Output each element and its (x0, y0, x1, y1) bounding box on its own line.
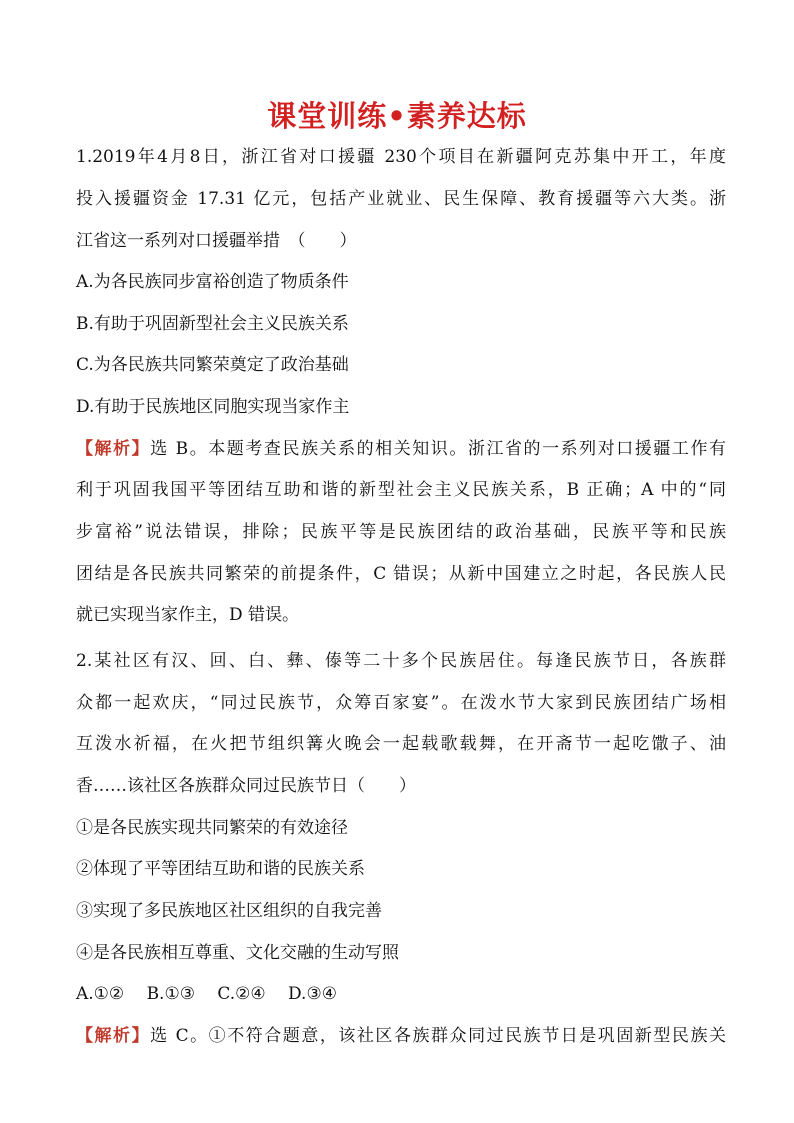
analysis1-text: 选 B。本题考查民族关系的相关知识。浙江省的一系列对口援疆工作有 (150, 439, 726, 459)
analysis1-line-5: 就已实现当家作主，D 错误。 (76, 605, 300, 625)
analysis2-text: 选 C。①不符合题意，该社区各族群众同过民族节日是巩固新型民族关 (150, 1026, 726, 1046)
q2-item-2: ②体现了平等团结互助和谐的民族关系 (76, 859, 365, 879)
q1-option-d: D.有助于民族地区同胞实现当家作主 (76, 397, 350, 417)
q1-option-b: B.有助于巩固新型社会主义民族关系 (76, 314, 349, 334)
q2-item-3: ③实现了多民族地区社区组织的自我完善 (76, 901, 382, 921)
analysis2-line-1 (76, 1025, 726, 1047)
q2-choices: A.①② B.①③ C.②④ D.③④ (76, 984, 337, 1004)
q1-stem-line-2: 投入援疆资金 17.31 亿元，包括产业就业、民生保障、教育援疆等六大类。浙 (76, 189, 726, 209)
analysis-tag: 【解析】 (76, 1026, 151, 1046)
q2-stem-line-4: 香……该社区各族群众同过民族节日（ ） (76, 776, 416, 796)
q1-option-a: A.为各民族同步富裕创造了物质条件 (76, 272, 349, 292)
analysis1-line-4: 团结是各民族共同繁荣的前提条件，C 错误；从新中国建立之时起，各民族人民 (76, 564, 726, 584)
page-title: 课堂训练•素养达标 (267, 99, 527, 133)
q2-item-4: ④是各民族相互尊重、文化交融的生动写照 (76, 943, 399, 963)
q1-stem-line-3: 江省这一系列对口援疆举措 （ ） (76, 231, 357, 251)
q1-option-c: C.为各民族共同繁荣奠定了政治基础 (76, 355, 349, 375)
q2-stem-line-2: 众都一起欢庆，“同过民族节，众筹百家宴”。在泼水节大家到民族团结广场相 (76, 693, 726, 713)
q2-stem-line-1: 2.某社区有汉、回、白、彝、傣等二十多个民族居住。每逢民族节日，各族群 (76, 651, 726, 671)
analysis-tag: 【解析】 (76, 439, 151, 459)
q2-stem-line-3: 互泼水祈福，在火把节组织篝火晚会一起载歌载舞，在开斋节一起吃馓子、油 (76, 734, 726, 754)
q2-item-1: ①是各民族实现共同繁荣的有效途径 (76, 818, 348, 838)
q1-stem-line-1: 1.2019年4月8日，浙江省对口援疆 230个项目在新疆阿克苏集中开工，年度 (76, 147, 726, 167)
analysis1-line-2: 利于巩固我国平等团结互助和谐的新型社会主义民族关系，B 正确；A 中的“同 (76, 480, 726, 500)
analysis1-line-3: 步富裕”说法错误，排除；民族平等是民族团结的政治基础，民族平等和民族 (76, 522, 726, 542)
analysis1-line-1 (76, 438, 726, 460)
